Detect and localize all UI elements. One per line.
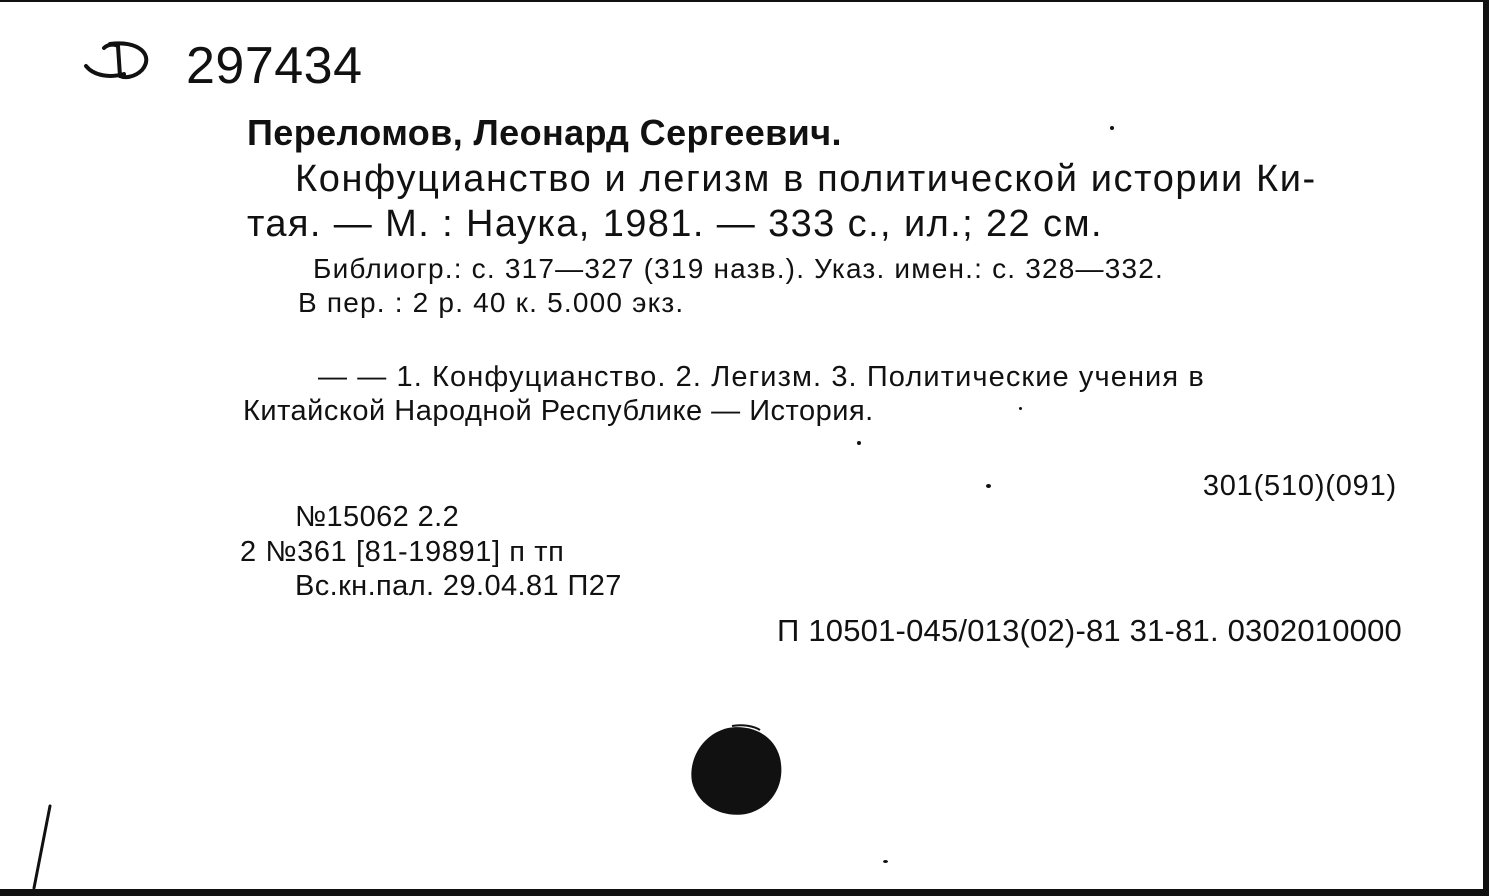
pen-scratch-icon (28, 802, 58, 892)
title-line-1: Конфуцианство и легизм в политической истории Ки- (295, 158, 1317, 200)
order-line-3: Вс.кн.пал. 29.04.81 П27 (295, 570, 622, 602)
publication-codes: П 10501-045/013(02)-81 31-81. 0302010000 (777, 613, 1402, 648)
punch-hole-icon (688, 724, 784, 816)
price-note: В пер. : 2 р. 40 к. 5.000 экз. (298, 287, 685, 318)
library-mark-icon (80, 36, 160, 86)
ink-speck (986, 484, 991, 488)
catalog-number: 297434 (186, 37, 363, 95)
subject-headings-line-2: Китайской Народной Республике — История. (243, 395, 874, 427)
ink-speck (857, 441, 861, 445)
ink-speck (883, 860, 888, 863)
order-line-2: 2 №361 [81-19891] п тп (240, 536, 565, 568)
bibliography-note: Библиогр.: с. 317—327 (319 назв.). Указ. имен.: с. 328—332. (313, 253, 1165, 284)
subject-headings-line-1: — — 1. Конфуцианство. 2. Легизм. 3. Политические учения в (318, 361, 1205, 393)
order-line-1: №15062 2.2 (295, 501, 460, 533)
author-heading: Переломов, Леонард Сергеевич. (247, 112, 842, 153)
title-line-2: тая. — М. : Наука, 1981. — 333 с., ил.; 22 см. (247, 203, 1103, 245)
ink-speck (1019, 407, 1022, 410)
classification-code: 301(510)(091) (1202, 470, 1397, 502)
ink-speck (1110, 126, 1114, 130)
